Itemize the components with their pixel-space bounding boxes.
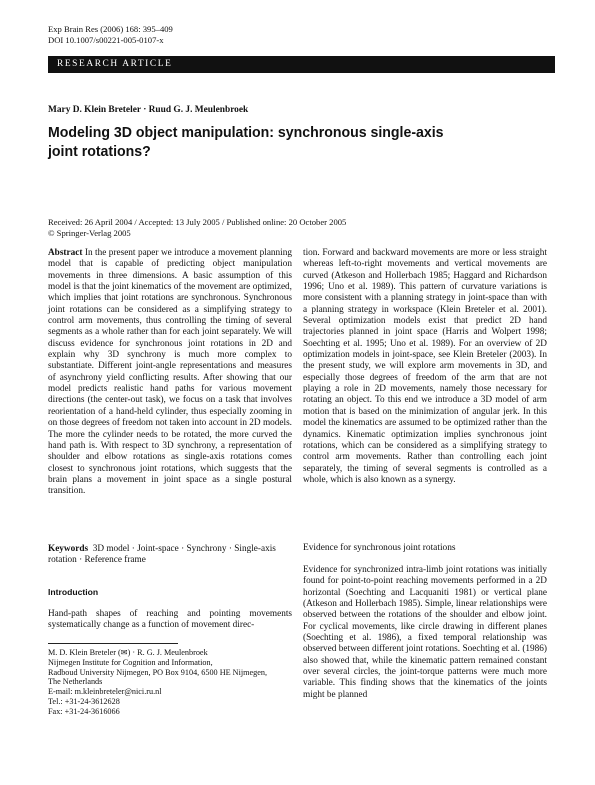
dates: Received: 26 April 2004 / Accepted: 13 July 2005 / Published online: 20 October 2005 — [48, 217, 347, 227]
affiliation-country: The Netherlands — [48, 677, 103, 687]
journal-header — [48, 24, 173, 45]
title-line-2: joint rotations? — [48, 142, 151, 160]
paragraph: Evidence for synchronized intra-limb joint rotations was initially found for point-to-point reaching movements performed in a 2D horizontal (Soechting and Lacquaniti 1981) or vertical plane (Atkeson and Hollerbach 1985). Simple, linear relationships were observed between the rotations of the shoulder and elbow joint. For cyclical movements, like circle drawing in different planes (Soechting et al. 1986), a fixed temporal relationship was observed between different joint rotations. Soechting et al. (1986) also showed that, while the kinematic pattern remained constant over several circles, the joint-torque patterns were much more variable. This finding shows that the kinematics of the joints might be planned — [303, 565, 547, 700]
introduction-text: Hand-path shapes of reaching and pointing movements systematically change as a function of movement direc- — [48, 609, 292, 631]
affiliation — [48, 648, 267, 717]
doi: DOI 10.1007/s00221-005-0107-x — [48, 34, 164, 45]
affiliation-authors: M. D. Klein Breteler (✉) · R. G. J. Meulenbroek — [48, 648, 208, 657]
keywords — [48, 544, 292, 567]
article-type-band — [48, 56, 555, 73]
keywords-text: 3D model · Joint-space · Synchrony · Single-axis rotation · Reference frame — [48, 544, 276, 566]
abstract-label: Abstract — [48, 248, 83, 258]
keywords-label: Keywords — [48, 544, 89, 554]
abstract — [48, 248, 292, 498]
introduction-heading: Introduction — [48, 587, 99, 597]
authors: Mary D. Klein Breteler · Ruud G. J. Meulenbroek — [48, 105, 249, 115]
affiliation-institute: Nijmegen Institute for Cognition and Information, — [48, 657, 213, 667]
footnote-rule — [48, 643, 178, 644]
email: E-mail: m.kleinbreteler@nici.ru.nl — [48, 687, 162, 697]
paragraph: tion. Forward and backward movements are more or less straight whereas left-to-right movements and vertical movements are curved (Atkeson and Hollerbach 1985; Haggard and Richardson 1996; Uno et al. 1989). This pattern of curvature variations is more consistent with a planning strategy in joint-space than with a planning strategy in workspace (Klein Breteler et al. 2001). Several optimization models exist that predict 2D hand trajectories planned in joint space (Harris and Wolpert 1998; Soechting et al. 1995; Uno et al. 1989). For an overview of 2D optimization models in joint-space, see Klein Breteler (2003). In the present study, we will explore arm movements in 3D, and especially those degrees of freedom of the arm that are not playing a role in 2D movements, namely those necessary for rotating an object. To this end we introduce a 3D model of arm motion that is based on the minimization of angular jerk. In this model the kinematics are assumed to be optimized rather than the dynamics. Kinematic optimization implies synchronous joint rotations, which can be considered as a simplifying strategy to control arm movements. Rather than controlling each joint separately, the timing of several segments is controlled as a whole, which is also known as a synergy. — [303, 248, 547, 485]
article-type: RESEARCH ARTICLE — [57, 59, 173, 69]
section-heading: Evidence for synchronous joint rotations — [303, 543, 456, 553]
title-line-1: Modeling 3D object manipulation: synchronous single-axis — [48, 124, 444, 141]
affiliation-address: Radboud University Nijmegen, PO Box 9104, 6500 HE Nijmegen, — [48, 667, 267, 677]
copyright: © Springer-Verlag 2005 — [48, 227, 131, 238]
abstract-text: In the present paper we introduce a movement planning model that is capable of predicting object manipulation movements in three dimensions. A basic assumption of this model is that the joint kinematics of the movement are optimized, which implies that joint rotations are synchronous. Synchronous joint rotations can be considered as a simplifying strategy to control arm movements, thus controlling the timing of several segments as a whole rather than for each joint separately. We will discuss evidence for synchronous joint rotations in 2D and explain why 3D synchrony is much more complex to substantiate. Different joint-angle representations and measures of asynchrony yield conflicting results. After showing that our model predicts realistic hand paths for various movement directions (the center-out task), we focus on a task that involves reorientation of a hand-held cylinder, thus especially zooming in on those degrees of freedom not taken into account in 2D models. The more the cylinder needs to be rotated, the more curved the hand path is. With respect to 3D synchrony, a representation of shoulder and elbow rotations as single-axis rotations comes closest to synchronous joint rotations, which suggests that the brain plans a movement in joint space as a single postural transition. — [48, 248, 292, 497]
publication-history — [48, 217, 346, 238]
right-column-evidence — [303, 565, 547, 701]
fax: Fax: +31-24-3616066 — [48, 706, 120, 716]
telephone: Tel.: +31-24-3612628 — [48, 696, 120, 706]
article-title — [48, 124, 485, 161]
journal-citation: Exp Brain Res (2006) 168: 395–409 — [48, 24, 173, 34]
right-column-intro — [303, 248, 547, 486]
